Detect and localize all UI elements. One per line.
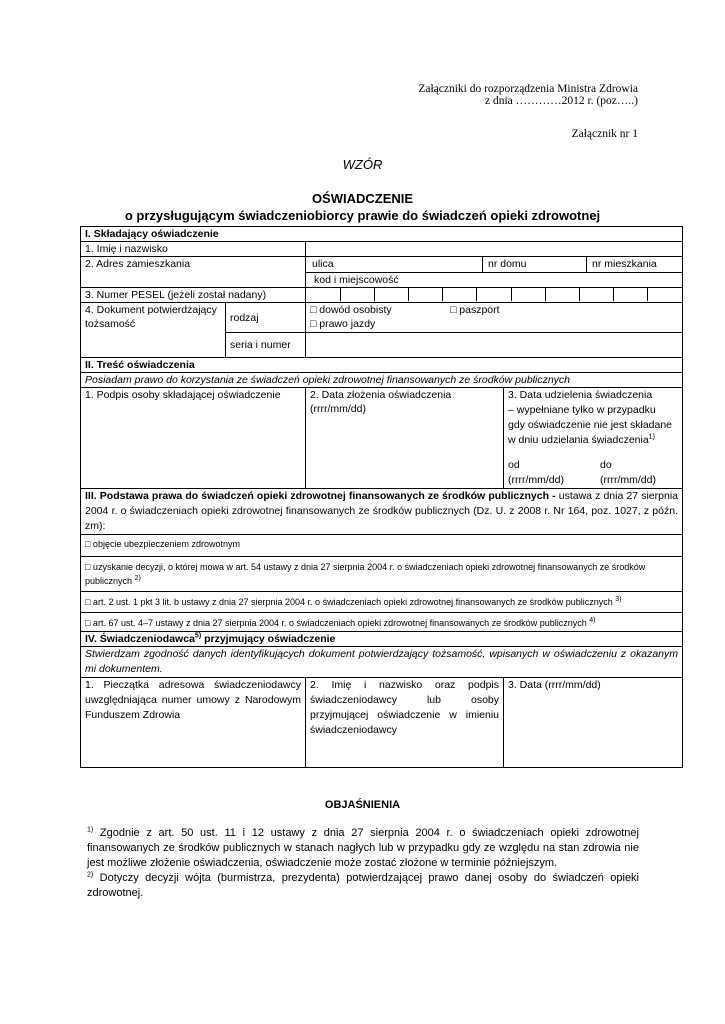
regulation-date: z dnia …………2012 r. (poz…..): [485, 95, 638, 107]
section-4-heading-a: IV. Świadczeniodawca: [85, 633, 195, 645]
option-art-67-text: □ art. 67 ust. 4–7 ustawy z dnia 27 sierpnia 2004 r. o świadczeniach opieki zdrowotnej finansowanych ze środków publicznych: [85, 618, 587, 628]
footnote-2: [87, 871, 639, 901]
option-art-2-text: □ art. 2 ust. 1 pkt 3 lit. b ustawy z dnia 27 sierpnia 2004 r. o świadczeniach opieki zdrowotnej finansowanych ze środków publicznych: [85, 597, 613, 607]
submission-date-field[interactable]: [306, 388, 504, 489]
provider-date-field[interactable]: [504, 678, 683, 768]
signature-field[interactable]: [81, 388, 306, 489]
document-kind-options: [306, 303, 683, 333]
form-title: OŚWIADCZENIE: [311, 191, 414, 206]
street-field[interactable]: [306, 257, 482, 272]
footnote-ref-2: 2): [134, 575, 141, 582]
footnote-1: [87, 826, 639, 871]
passport-checkbox[interactable]: □ paszport: [450, 304, 500, 316]
pesel-digit[interactable]: [306, 288, 340, 301]
section-3-heading-bold: III. Podstawa prawa do świadczeń opieki zdrowotnej finansowanych ze środków publicznych -: [85, 490, 556, 502]
service-date-label-2: – wypełniane tylko w przypadku: [508, 404, 656, 416]
submission-date-format: (rrrr/mm/dd): [310, 403, 366, 415]
from-format: (rrrr/mm/dd): [508, 474, 564, 486]
section-3-heading-rest: ustawa z dnia 27 sierpnia 2004 r. o świadczeniach opieki zdrowotnej finansowanych ze środków publicznych (Dz. U. z 2008 r. Nr 164, poz. 1027, z późn. zm):: [85, 490, 678, 532]
house-number-field[interactable]: [482, 257, 586, 272]
option-art-67[interactable]: [85, 613, 678, 631]
pesel-digit[interactable]: [443, 288, 477, 301]
statement-text: Posiadam prawo do korzystania ze świadczeń opieki zdrowotnej finansowanych ze środków publicznych: [81, 373, 683, 388]
regulation-title: Załączniki do rozporządzenia Ministra Zdrowia: [418, 83, 638, 95]
option-art-2[interactable]: [81, 592, 682, 613]
pesel-digit-boxes: [306, 288, 682, 301]
section-4-heading-b: przyjmujący oświadczenie: [201, 633, 336, 645]
confirmation-text: Stwierdzam zgodność danych identyfikujących dokument potwierdzający tożsamość, wpisanych w oświadczeniu z okazanym mi dokumentem.: [81, 647, 683, 678]
pesel-digit[interactable]: [511, 288, 545, 301]
provider-stamp-label: 1. Pieczątka adresowa świadczeniodawcy uwzględniająca numer umowy z Narodowym Funduszem Zdrowia: [85, 679, 301, 721]
signature-label: 1. Podpis osoby składającej oświadczenie: [85, 389, 281, 401]
regulation-reference: [418, 83, 638, 107]
address-street-row: [306, 257, 683, 273]
footnote-1-text: Zgodnie z art. 50 ust. 11 i 12 ustawy z dnia 27 sierpnia 2004 r. o świadczeniach opieki zdrowotnej finansowanych ze środków publicznych w stanach nagłych lub w przypadku gdy ze względu na stan zdrowia nie jest możliwe złożenie oświadczenia, oświadczenie może zostać złożone w terminie późniejszym.: [87, 827, 639, 869]
house-number-label: nr domu: [488, 258, 527, 270]
option-insurance[interactable]: □ objęcie ubezpieczeniem zdrowotnym: [81, 537, 682, 557]
identity-document-label: 4. Dokument potwierdzający tożsamość: [81, 303, 226, 358]
footnote-2-marker: 2): [87, 871, 94, 879]
service-date-label-3: gdy oświadczenie nie jest składane: [508, 419, 673, 431]
series-number-label: seria i numer: [226, 333, 306, 358]
section-2-heading: II. Treść oświadczenia: [81, 358, 683, 373]
name-label: 1. Imię i nazwisko: [81, 242, 306, 257]
footnote-1-marker: 1): [87, 826, 94, 834]
postal-city-label: kod i miejscowość: [314, 274, 399, 286]
service-date-field[interactable]: [504, 388, 683, 489]
name-field[interactable]: [306, 242, 683, 257]
footnote-ref-3: 3): [615, 596, 622, 603]
option-decision-text: □ uzyskanie decyzji, o której mowa w art. 54 ustawy z dnia 27 sierpnia 2004 r. o świadczeniach opieki zdrowotnej finansowanych ze środków publicznych: [85, 562, 646, 586]
provider-signature-field[interactable]: [306, 678, 504, 768]
pesel-digit[interactable]: [545, 288, 579, 301]
provider-stamp-field[interactable]: [81, 678, 306, 768]
provider-signature-label: 2. Imię i nazwisko oraz podpis świadczeniodawcy lub osoby przyjmującej oświadczenie w imieniu świadczeniodawcy: [310, 679, 499, 736]
pesel-digit[interactable]: [477, 288, 511, 301]
driving-license-checkbox[interactable]: □ prawo jazdy: [310, 318, 376, 330]
street-label: ulica: [312, 258, 334, 270]
legal-basis-options: [81, 535, 683, 632]
annex-number: Załącznik nr 1: [571, 128, 638, 140]
explanations-heading: OBJAŚNIENIA: [324, 799, 401, 811]
flat-number-field[interactable]: [586, 257, 682, 272]
flat-number-label: nr mieszkania: [592, 258, 657, 270]
service-date-label-4: w dniu udzielania świadczenia: [508, 434, 649, 446]
pesel-digit[interactable]: [614, 288, 648, 301]
section-3-heading: [81, 489, 683, 535]
explanations: [87, 826, 639, 901]
from-label: od: [508, 459, 520, 471]
to-label: do: [600, 459, 612, 471]
pesel-label: 3. Numer PESEL (jeżeli został nadany): [81, 288, 306, 303]
address-label: 2. Adres zamieszkania: [81, 257, 306, 288]
pesel-digit[interactable]: [374, 288, 408, 301]
section-1-heading: I. Składający oświadczenie: [81, 227, 683, 242]
provider-date-label: 3. Data (rrrr/mm/dd): [508, 679, 601, 691]
section-4-heading: [81, 632, 683, 647]
series-number-field[interactable]: [306, 333, 683, 358]
pesel-digit[interactable]: [579, 288, 613, 301]
to-format: (rrrr/mm/dd): [600, 474, 656, 486]
pesel-digit[interactable]: [648, 288, 682, 301]
footnote-ref-4: 4): [589, 617, 596, 624]
id-card-checkbox[interactable]: □ dowód osobisty: [310, 304, 392, 316]
form-subtitle: o przysługującym świadczeniobiorcy prawie do świadczeń opieki zdrowotnej: [124, 208, 601, 223]
template-label: WZÓR: [342, 157, 383, 172]
service-date-label-1: 3. Data udzielenia świadczenia: [508, 389, 653, 401]
pesel-field[interactable]: [306, 288, 683, 303]
postal-city-field[interactable]: [306, 273, 683, 288]
option-decision[interactable]: [81, 557, 682, 592]
footnote-ref-1: 1): [648, 433, 655, 441]
pesel-digit[interactable]: [409, 288, 443, 301]
footnote-2-text: Dotyczy decyzji wójta (burmistrza, prezydenta) potwierdzającej prawo danej osoby do świadczeń opieki zdrowotnej.: [87, 872, 639, 899]
footnote-ref-5: 5): [194, 632, 202, 640]
submission-date-label: 2. Data złożenia oświadczenia: [310, 389, 452, 401]
pesel-digit[interactable]: [340, 288, 374, 301]
document-kind-label: rodzaj: [226, 303, 306, 333]
declaration-form: [80, 226, 683, 768]
